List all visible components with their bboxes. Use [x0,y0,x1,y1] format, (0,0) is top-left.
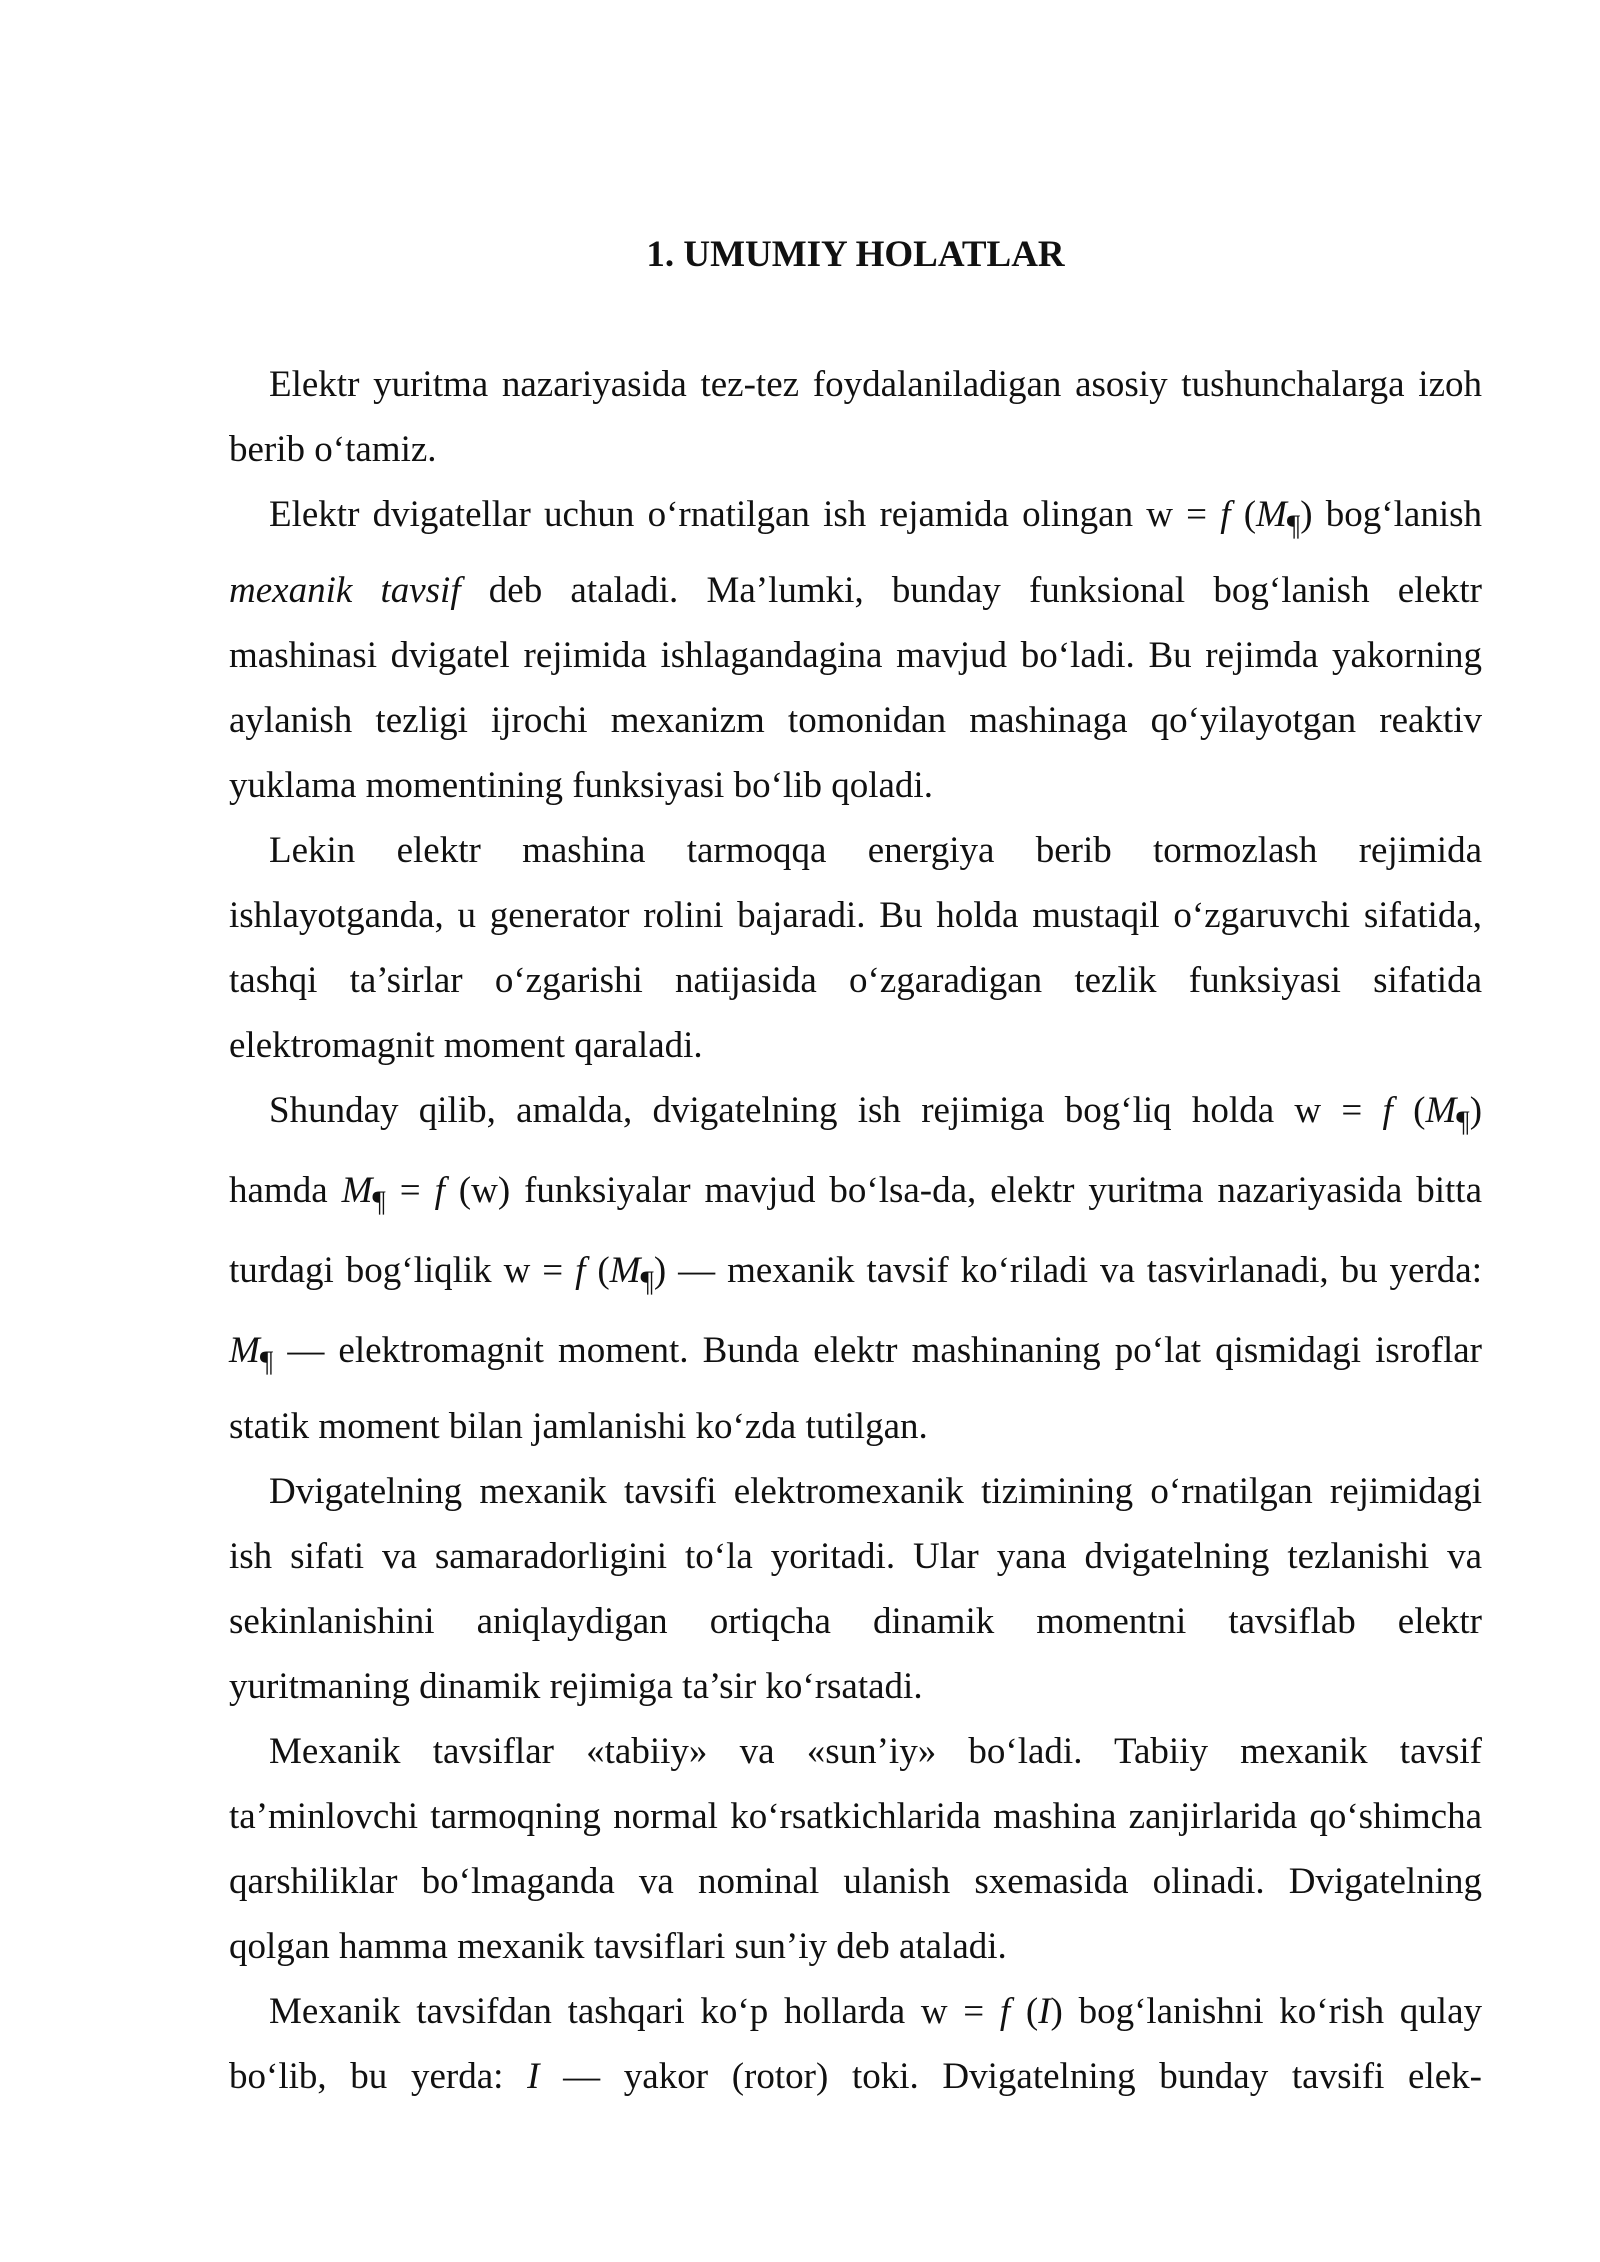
text-line [229,1654,1482,1719]
math-variable: f [575,1250,586,1291]
math-variable: f [1220,494,1231,535]
emphasis-term: mexanik tavsif [229,570,461,611]
text-run: ( [1010,1991,1039,2032]
text-line [229,1459,1482,1524]
text-line [229,1013,1482,1078]
math-variable: M [1425,1090,1457,1131]
text-run: ) [1469,1090,1483,1131]
text-line [229,482,1482,558]
math-variable: I [527,2056,540,2097]
text-run: ish sifati va samaradorligini to‘la yoritadi. Ular yana dvigatelning tezlanishi va [229,1536,1482,1577]
text-run: Shunday qilib, amalda, dvigatelning ish rejimiga bog‘liq holda w = [269,1090,1383,1131]
text-line [229,352,1482,417]
paragraph [229,482,1482,818]
text-line [229,688,1482,753]
text-run: statik moment bilan jamlanishi ko‘zda tutilgan. [229,1406,928,1447]
text-line [229,1979,1482,2044]
math-variable: M [229,1330,260,1371]
paragraph [229,1979,1482,2109]
text-run: yuklama momentining funksiyasi bo‘lib qoladi. [229,765,933,806]
text-run: ( [1230,494,1257,535]
text-line [229,1589,1482,1654]
text-run: Lekin elektr mashina tarmoqqa energiya berib tormozlash rejimida [269,830,1482,871]
subscript-mark: ¶ [1286,509,1301,542]
text-run: yuritmaning dinamik rejimiga ta’sir ko‘rsatadi. [229,1666,923,1707]
text-run: qarshiliklar bo‘lmaganda va nominal ulanish sxemasida olinadi. Dvigatelning [229,1861,1482,1902]
text-run: Mexanik tavsifdan tashqari ko‘p hollarda w = [269,1991,1000,2032]
text-run: ( [585,1250,610,1291]
subscript-mark: ¶ [640,1265,654,1298]
text-run: — elektromagnit moment. Bunda elektr mashinaning po‘lat qismidagi isroflar [273,1330,1482,1371]
math-variable: I [1038,1991,1051,2032]
paragraph [229,1719,1482,1979]
text-line [229,1849,1482,1914]
paragraph [229,818,1482,1078]
text-line [229,1238,1482,1318]
text-run: ) — mexanik tavsif ko‘riladi va tasvirlanadi, bu yerda: [653,1250,1482,1291]
paragraph [229,1459,1482,1719]
math-variable: M [1256,494,1287,535]
text-run: Elektr yuritma nazariyasida tez-tez foydalaniladigan asosiy tushunchalarga izoh [269,364,1482,405]
text-run: ishlayotganda, u generator rolini bajaradi. Bu holda mustaqil o‘zgaruvchi sifatida, [229,895,1482,936]
text-line [229,1078,1482,1158]
subscript-mark: ¶ [372,1185,386,1218]
text-line [229,1394,1482,1459]
text-run: aylanish tezligi ijrochi mexanizm tomonidan mashinaga qo‘yilayotgan reaktiv [229,700,1482,741]
text-line [229,623,1482,688]
text-run: tashqi ta’sirlar o‘zgarishi natijasida o‘zgaradigan tezlik funksiyasi sifatida [229,960,1482,1001]
text-run: (w) funksiyalar mavjud bo‘lsa-da, elektr yuritma nazariyasida bitta [444,1170,1483,1211]
math-variable: f [434,1170,445,1211]
text-line [229,417,1482,482]
math-variable: M [609,1250,641,1291]
text-line [229,1784,1482,1849]
text-run: ( [1392,1090,1426,1131]
text-run: deb ataladi. Ma’lumki, bunday funksional bog‘lanish elektr [460,570,1482,611]
document-page [229,222,1482,2109]
text-run: ) bog‘lanishni ko‘rish qulay [1050,1991,1483,2032]
math-variable: f [999,1991,1011,2032]
text-line [229,1318,1482,1394]
text-run: = [385,1170,435,1211]
text-run: Mexanik tavsiflar «tabiiy» va «sun’iy» bo‘ladi. Tabiiy mexanik tavsif [269,1731,1482,1772]
text-run: ) bog‘lanish [1300,494,1482,535]
text-line [229,883,1482,948]
text-run: qolgan hamma mexanik tavsiflari sun’iy deb ataladi. [229,1926,1007,1967]
text-run: elektromagnit moment qaraladi. [229,1025,703,1066]
text-line [229,2044,1482,2109]
text-run: sekinlanishini aniqlaydigan ortiqcha dinamik momentni tavsiflab elektr [229,1601,1482,1642]
math-variable: f [1382,1090,1393,1131]
text-line [229,753,1482,818]
text-run: turdagi bog‘liqlik w = [229,1250,576,1291]
paragraph [229,1078,1482,1459]
text-line [229,818,1482,883]
page-title: 1. UMUMIY HOLATLAR [646,234,1065,275]
text-line [229,948,1482,1013]
paragraph [229,352,1482,482]
text-line [229,558,1482,623]
text-run: bo‘lib, bu yerda: [229,2056,528,2097]
text-run: mashinasi dvigatel rejimida ishlagandagina mavjud bo‘ladi. Bu rejimda yakorning [229,635,1482,676]
text-run: ta’minlovchi tarmoqning normal ko‘rsatkichlarida mashina zanjirlarida qo‘shimcha [229,1796,1482,1837]
math-variable: M [341,1170,373,1211]
text-line [229,1719,1482,1784]
subscript-mark: ¶ [259,1345,274,1378]
text-run: berib o‘tamiz. [229,429,437,470]
text-run: Dvigatelning mexanik tavsifi elektromexanik tizimining o‘rnatilgan rejimidagi [269,1471,1482,1512]
text-run: hamda [229,1170,342,1211]
text-run: Elektr dvigatellar uchun o‘rnatilgan ish rejamida olingan w = [269,494,1221,535]
subscript-mark: ¶ [1456,1105,1470,1138]
text-line [229,1158,1482,1238]
text-line [229,1914,1482,1979]
text-line [229,1524,1482,1589]
text-run: — yakor (rotor) toki. Dvigatelning bunday tavsifi elek- [539,2056,1482,2097]
